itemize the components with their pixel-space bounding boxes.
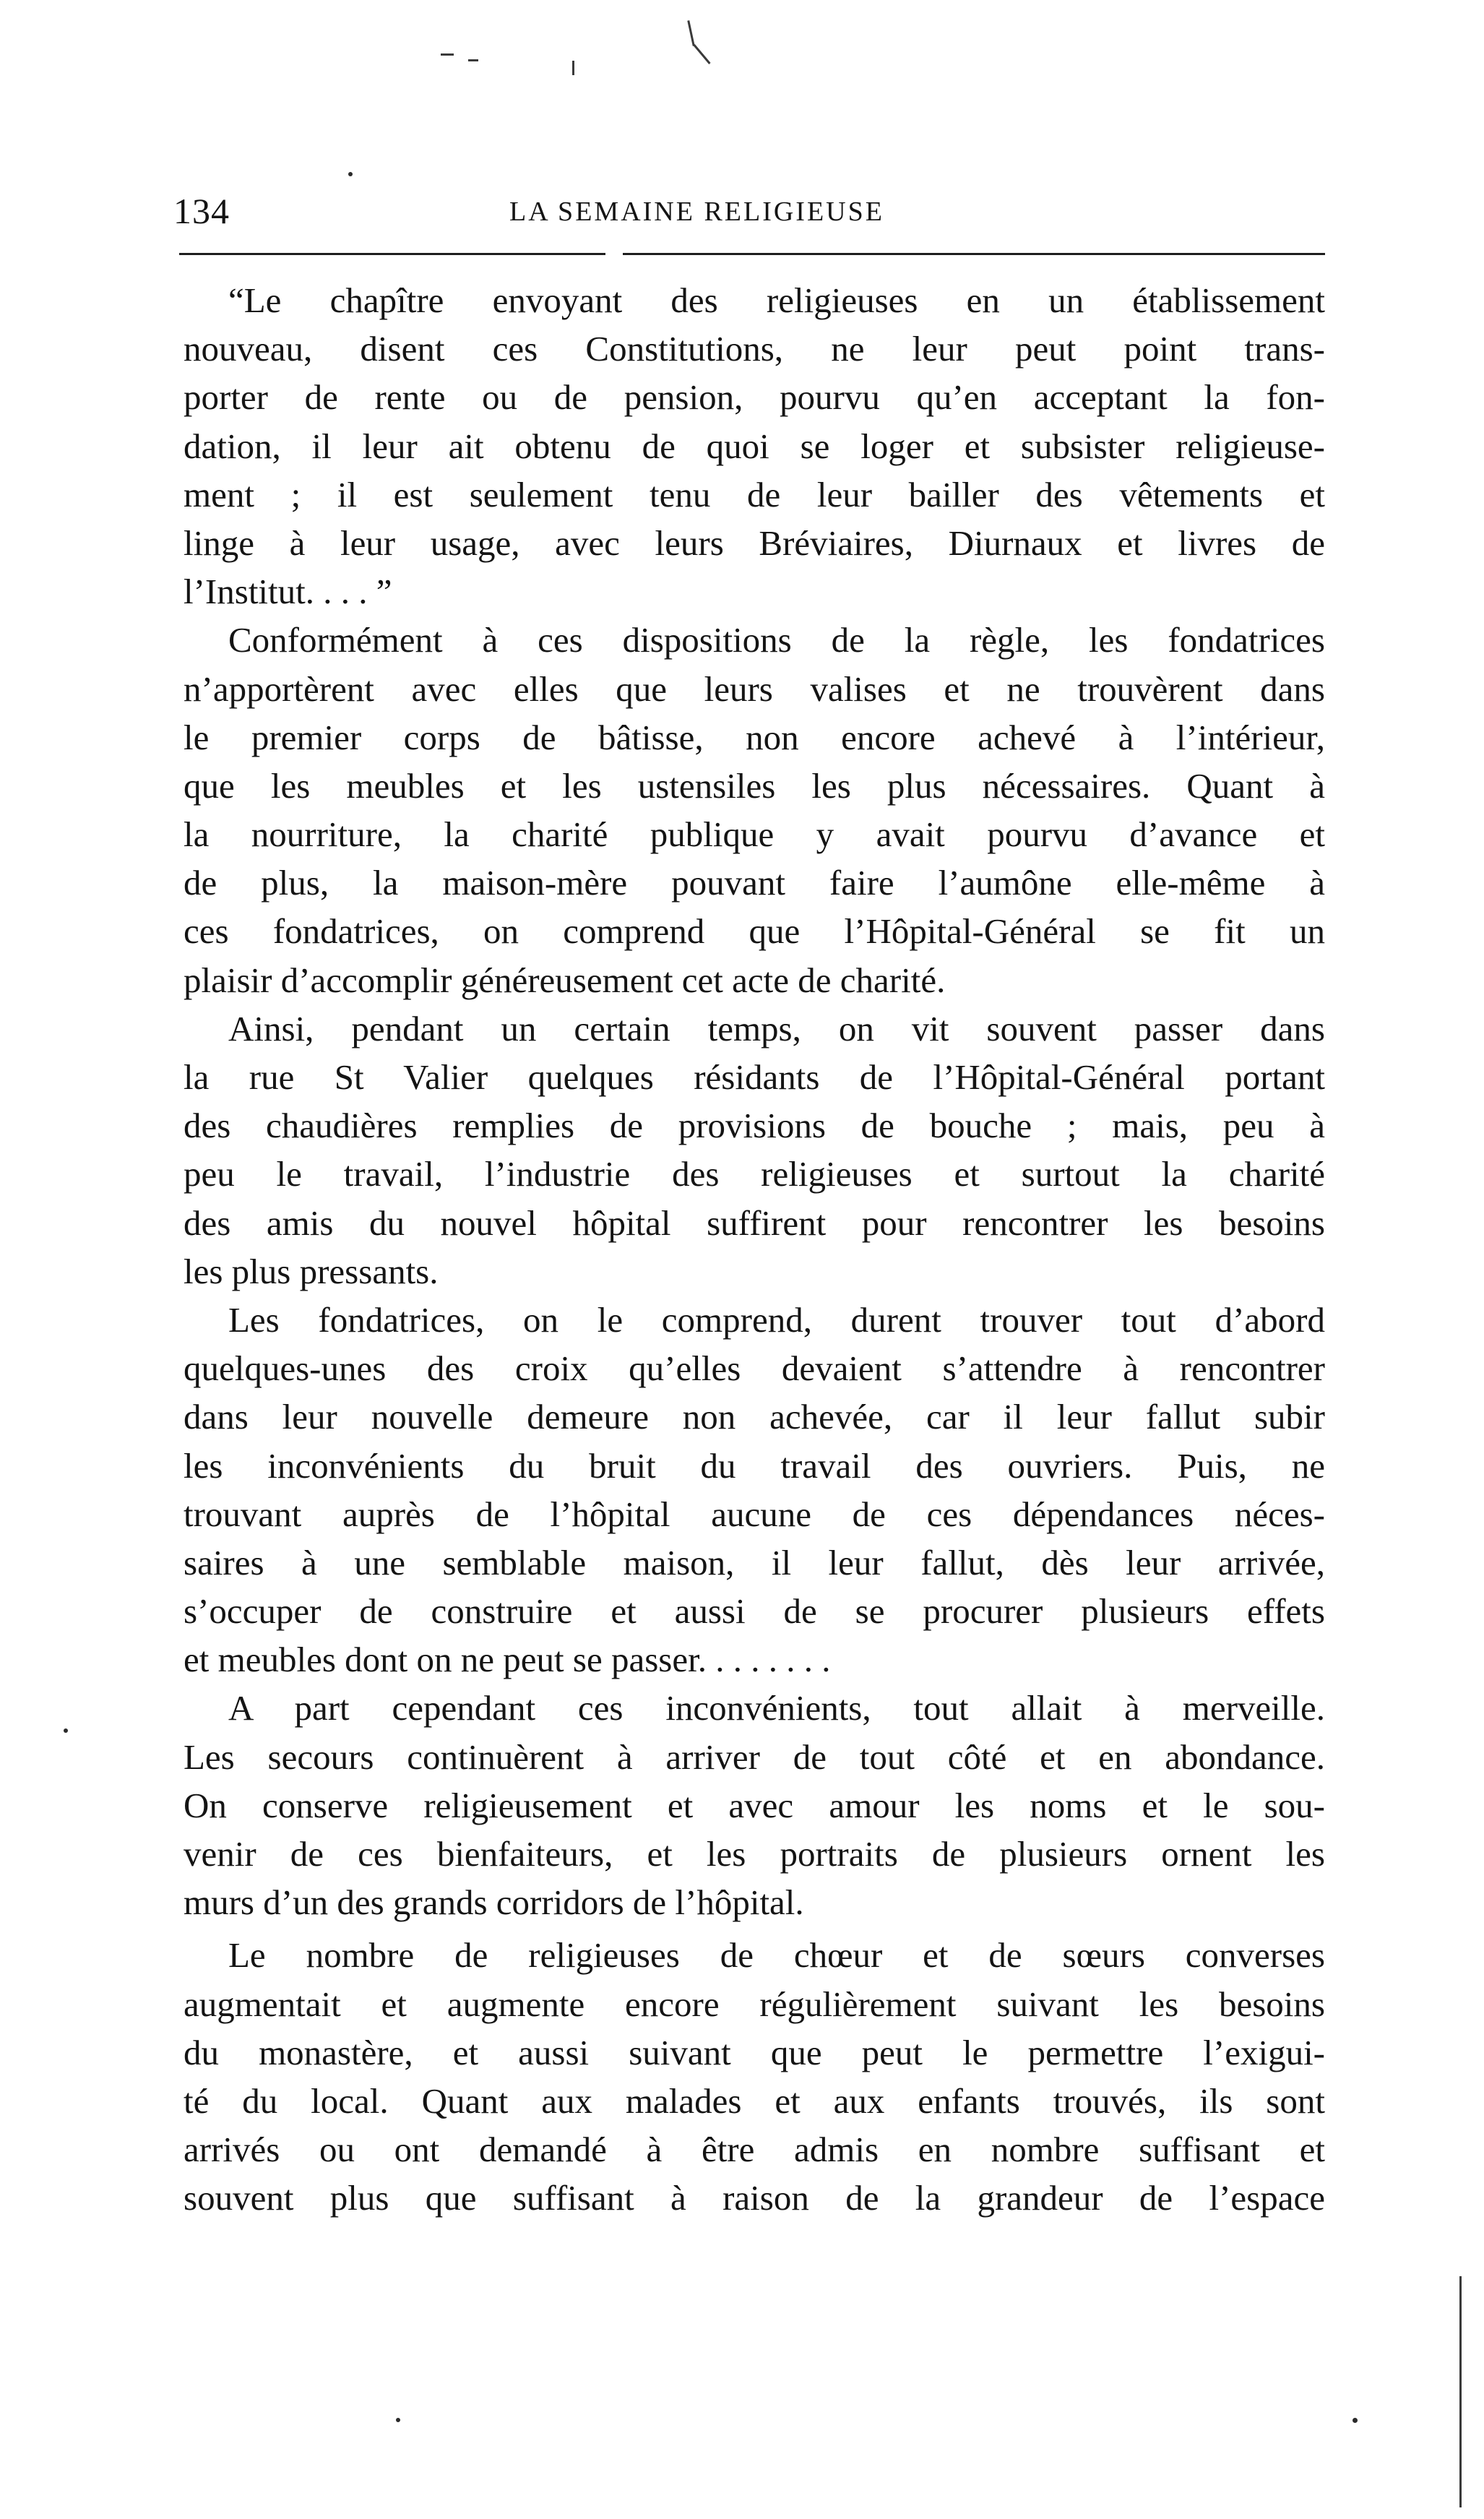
text-line: les inconvénients du bruit du travail des ouvriers. Puis, ne bbox=[184, 1445, 1325, 1486]
text-line: plaisir d’accomplir généreusement cet acte de charité. bbox=[184, 960, 946, 1000]
text-line: Le nombre de religieuses de chœur et de sœurs converses bbox=[228, 1935, 1325, 1976]
text-line: ment ; il est seulement tenu de leur bailler des vêtements et bbox=[184, 474, 1325, 514]
text-line: des amis du nouvel hôpital suffirent pour rencontrer les besoins bbox=[184, 1202, 1325, 1243]
text-line: nouveau, disent ces Constitutions, ne leur peut point trans- bbox=[184, 329, 1325, 369]
text-line: Conformément à ces dispositions de la règle, les fondatrices bbox=[228, 620, 1325, 660]
scan-mark-top bbox=[687, 20, 694, 46]
text-line: souvent plus que suffisant à raison de la grandeur de l’espace bbox=[184, 2178, 1325, 2218]
page-number: 134 bbox=[173, 191, 230, 231]
text-line: Les fondatrices, on le comprend, durent trouver tout d’abord bbox=[228, 1299, 1325, 1340]
text-line: té du local. Quant aux malades et aux enfants trouvés, ils sont bbox=[184, 2080, 1325, 2121]
header-rule-right bbox=[623, 253, 1325, 255]
text-line: quelques-unes des croix qu’elles devaient s’attendre à rencontrer bbox=[184, 1348, 1325, 1389]
text-line: Les secours continuèrent à arriver de tout côté et en abondance. bbox=[184, 1736, 1325, 1777]
text-line: linge à leur usage, avec leurs Bréviaires, Diurnaux et livres de bbox=[184, 522, 1325, 563]
scan-mark-top-4 bbox=[468, 59, 478, 61]
scan-mark-right-edge bbox=[1459, 2276, 1462, 2507]
text-line: On conserve religieusement et avec amour les noms et le sou- bbox=[184, 1785, 1325, 1825]
text-line: augmentait et augmente encore régulièrement suivant les besoins bbox=[184, 1984, 1325, 2024]
text-line: arrivés ou ont demandé à être admis en nombre suffisant et bbox=[184, 2130, 1325, 2170]
text-line: la nourriture, la charité publique y avait pourvu d’avance et bbox=[184, 814, 1325, 855]
text-line: porter de rente ou de pension, pourvu qu’en acceptant la fon- bbox=[184, 377, 1325, 418]
body-text bbox=[184, 276, 1325, 2223]
text-line: peu le travail, l’industrie des religieuses et surtout la charité bbox=[184, 1154, 1325, 1194]
text-line: dation, il leur ait obtenu de quoi se loger et subsister religieuse- bbox=[184, 426, 1325, 466]
text-line: le premier corps de bâtisse, non encore achevé à l’intérieur, bbox=[184, 717, 1325, 757]
text-line: de plus, la maison-mère pouvant faire l’aumône elle-même à bbox=[184, 863, 1325, 903]
text-line: murs d’un des grands corridors de l’hôpital. bbox=[184, 1882, 804, 1923]
text-line: du monastère, et aussi suivant que peut le permettre l’exigui- bbox=[184, 2032, 1325, 2072]
scan-speck bbox=[64, 1728, 68, 1733]
text-line: s’occuper de construire et aussi de se procurer plusieurs effets bbox=[184, 1591, 1325, 1632]
scan-speck bbox=[396, 2418, 400, 2422]
text-line: l’Institut. . . . ” bbox=[184, 572, 392, 612]
text-line: les plus pressants. bbox=[184, 1251, 439, 1291]
text-line: saires à une semblable maison, il leur fallut, dès leur arrivée, bbox=[184, 1542, 1325, 1583]
scan-speck bbox=[348, 172, 353, 176]
text-line: “Le chapître envoyant des religieuses en un établissement bbox=[228, 280, 1325, 320]
scan-speck bbox=[1353, 2418, 1358, 2423]
text-line: venir de ces bienfaiteurs, et les portraits de plusieurs ornent les bbox=[184, 1834, 1325, 1874]
scan-mark-top-2 bbox=[693, 44, 710, 64]
text-line: trouvant auprès de l’hôpital aucune de ces dépendances néces- bbox=[184, 1494, 1325, 1534]
text-line: et meubles dont on ne peut se passer. . . . . . . . bbox=[184, 1640, 831, 1680]
text-line: que les meubles et les ustensiles les plus nécessaires. Quant à bbox=[184, 765, 1325, 806]
scan-mark-top-3 bbox=[441, 53, 454, 56]
text-line: ces fondatrices, on comprend que l’Hôpital-Général se fit un bbox=[184, 911, 1325, 952]
header-rule-left bbox=[179, 253, 605, 255]
text-line: des chaudières remplies de provisions de bouche ; mais, peu à bbox=[184, 1106, 1325, 1146]
text-line: Ainsi, pendant un certain temps, on vit souvent passer dans bbox=[228, 1008, 1325, 1048]
text-line: n’apportèrent avec elles que leurs valises et ne trouvèrent dans bbox=[184, 668, 1325, 709]
text-line: dans leur nouvelle demeure non achevée, car il leur fallut subir bbox=[184, 1397, 1325, 1437]
journal-title: LA SEMAINE RELIGIEUSE bbox=[509, 197, 884, 227]
text-line: A part cependant ces inconvénients, tout allait à merveille. bbox=[228, 1688, 1325, 1728]
scan-mark-top-5 bbox=[572, 61, 574, 75]
running-head bbox=[173, 189, 1326, 233]
text-line: la rue St Valier quelques résidants de l’Hôpital-Général portant bbox=[184, 1057, 1325, 1097]
